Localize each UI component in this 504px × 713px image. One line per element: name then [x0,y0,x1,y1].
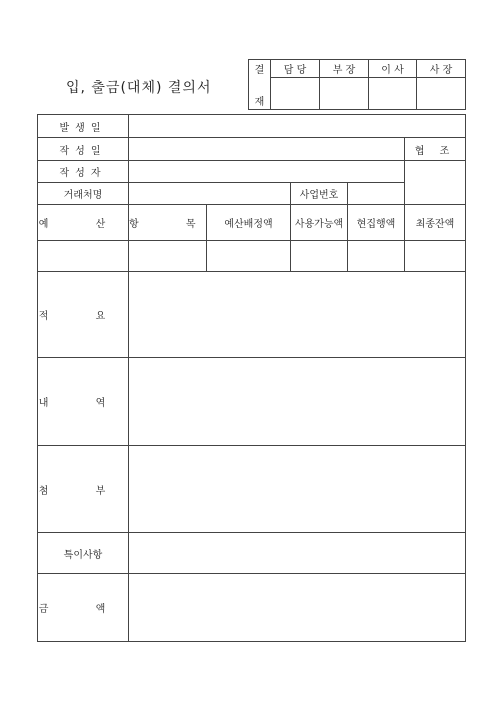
approval-header-president: 사 장 [417,60,466,78]
approval-label-bottom: 재 [249,77,271,110]
usable-header: 사용가능액 [291,205,348,241]
current-exec-field[interactable] [348,241,405,272]
details-label: 내 역 [38,358,129,446]
special-field[interactable] [129,533,466,574]
special-label: 특이사항 [38,533,129,574]
sign-box-dept-head[interactable] [320,77,369,110]
approval-label-top: 결 [249,60,271,78]
client-field[interactable] [129,183,291,205]
business-no-field[interactable] [348,183,405,205]
approval-header-dept-head: 부 장 [320,60,369,78]
amount-label: 금 액 [38,574,129,642]
attachment-field[interactable] [129,446,466,533]
item-header: 항 목 [129,205,207,241]
writer-field[interactable] [129,161,405,183]
budget-blank-cell [38,241,129,272]
approval-header-manager: 담 당 [271,60,320,78]
budget-alloc-header: 예산배정액 [207,205,291,241]
write-date-label: 작성일 [38,138,129,161]
details-field[interactable] [129,358,466,446]
cooperation-label: 협 조 [405,138,466,161]
writer-label: 작성자 [38,161,129,183]
approval-header-director: 이 사 [369,60,417,78]
occur-date-label: 발생일 [38,115,129,138]
approval-box [248,59,466,110]
summary-field[interactable] [129,272,466,358]
resolution-form-table [37,114,466,642]
summary-label: 적 요 [38,272,129,358]
document-title: 입, 출금(대체) 결의서 [66,80,212,96]
item-field[interactable] [129,241,207,272]
usable-field[interactable] [291,241,348,272]
sign-box-manager[interactable] [271,77,320,110]
amount-field[interactable] [129,574,466,642]
attachment-label: 첨 부 [38,446,129,533]
sign-box-president[interactable] [417,77,466,110]
budget-label: 예 산 [38,205,129,241]
business-no-label: 사업번호 [291,183,348,205]
cooperation-field[interactable] [405,161,466,205]
current-exec-header: 현집행액 [348,205,405,241]
final-balance-field[interactable] [405,241,466,272]
occur-date-field[interactable] [129,115,466,138]
budget-alloc-field[interactable] [207,241,291,272]
sign-box-director[interactable] [369,77,417,110]
final-balance-header: 최종잔액 [405,205,466,241]
write-date-field[interactable] [129,138,405,161]
client-label: 거래처명 [38,183,129,205]
